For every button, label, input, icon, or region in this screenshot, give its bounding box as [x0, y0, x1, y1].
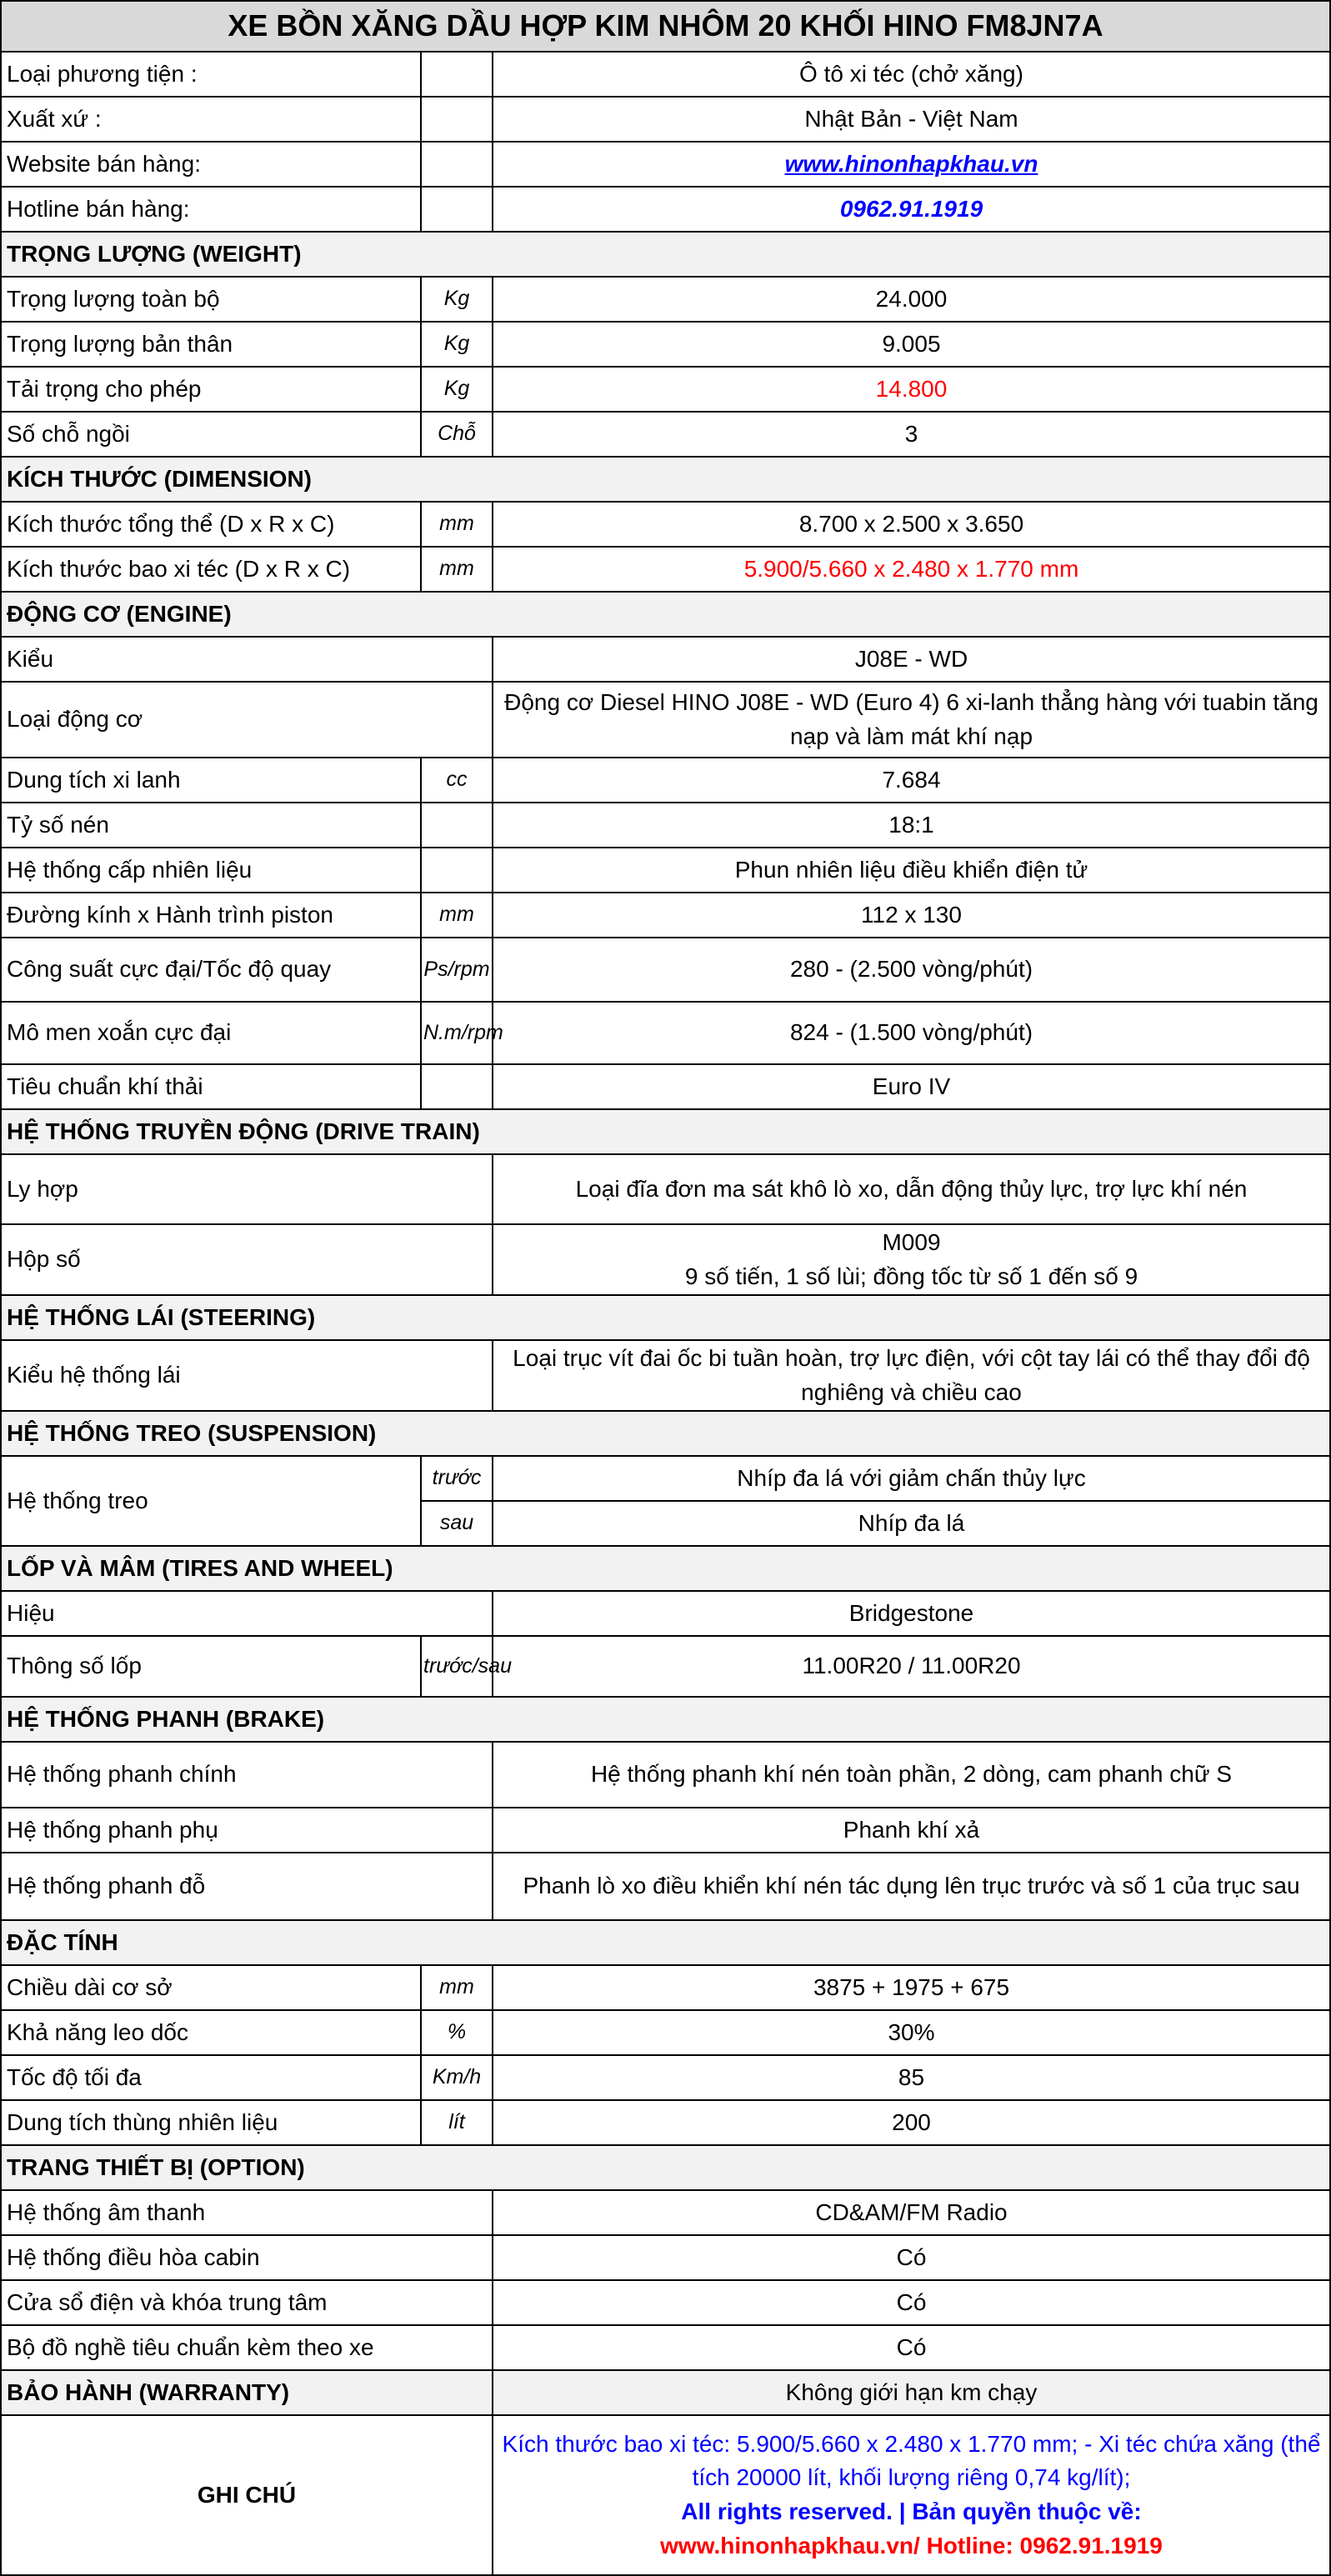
section-header: ĐẶC TÍNH	[1, 1920, 1330, 1965]
warranty-value: Không giới hạn km chạy	[493, 2370, 1330, 2415]
spec-unit: Kg	[421, 367, 493, 412]
spec-value	[493, 142, 1330, 187]
spec-label: Hệ thống cấp nhiên liệu	[1, 848, 421, 893]
note-contact: www.hinonhapkhau.vn/ Hotline: 0962.91.1919	[660, 2532, 1163, 2558]
spec-unit	[421, 803, 493, 848]
spec-row	[1, 277, 1330, 322]
spec-row	[1, 1965, 1330, 2010]
spec-value: Nhíp đa lá	[493, 1501, 1330, 1546]
spec-label: Trọng lượng toàn bộ	[1, 277, 421, 322]
spec-label: Dung tích xi lanh	[1, 758, 421, 803]
spec-unit: trước	[421, 1456, 493, 1501]
spec-label: Đường kính x Hành trình piston	[1, 893, 421, 938]
spec-label: Công suất cực đại/Tốc độ quay	[1, 938, 421, 1002]
spec-label: Tải trọng cho phép	[1, 367, 421, 412]
spec-unit: cc	[421, 758, 493, 803]
spec-value: 7.684	[493, 758, 1330, 803]
section-header-row	[1, 1546, 1330, 1591]
spec-row	[1, 1853, 1330, 1920]
spec-value: J08E - WD	[493, 637, 1330, 682]
spec-row	[1, 2010, 1330, 2055]
spec-label: Tốc độ tối đa	[1, 2055, 421, 2100]
spec-label: Ly hợp	[1, 1154, 493, 1224]
spec-unit: Chỗ	[421, 412, 493, 457]
spec-value: Ô tô xi téc (chở xăng)	[493, 52, 1330, 97]
section-header-row	[1, 457, 1330, 502]
title-row	[1, 1, 1330, 52]
spec-value: CD&AM/FM Radio	[493, 2190, 1330, 2235]
spec-value: 14.800	[493, 367, 1330, 412]
spec-label: Hiệu	[1, 1591, 493, 1636]
spec-row	[1, 893, 1330, 938]
spec-value: 30%	[493, 2010, 1330, 2055]
spec-unit: %	[421, 2010, 493, 2055]
spec-value: Nhật Bản - Việt Nam	[493, 97, 1330, 142]
spec-value: 824 - (1.500 vòng/phút)	[493, 1002, 1330, 1064]
spec-value: Có	[493, 2280, 1330, 2325]
spec-unit: trước/sau	[421, 1636, 493, 1697]
spec-value: 18:1	[493, 803, 1330, 848]
spec-value-line: M009	[882, 1228, 941, 1255]
spec-label: Trọng lượng bản thân	[1, 322, 421, 367]
spec-value: 112 x 130	[493, 893, 1330, 938]
section-header-row	[1, 2145, 1330, 2190]
page-title: XE BỒN XĂNG DẦU HỢP KIM NHÔM 20 KHỐI HINO FM8JN7A	[1, 1, 1330, 52]
spec-row	[1, 502, 1330, 547]
spec-value: 11.00R20 / 11.00R20	[493, 1636, 1330, 1697]
hotline-number: 0962.91.1919	[839, 195, 983, 222]
spec-value: Loại đĩa đơn ma sát khô lò xo, dẫn động thủy lực, trợ lực khí nén	[493, 1154, 1330, 1224]
note-copyright: All rights reserved. | Bản quyền thuộc về:	[681, 2498, 1142, 2524]
section-header: HỆ THỐNG TRUYỀN ĐỘNG (DRIVE TRAIN)	[1, 1109, 1330, 1154]
spec-unit: mm	[421, 502, 493, 547]
spec-row	[1, 1808, 1330, 1853]
spec-value: 8.700 x 2.500 x 3.650	[493, 502, 1330, 547]
note-label: GHI CHÚ	[1, 2415, 493, 2575]
spec-value: Nhíp đa lá với giảm chấn thủy lực	[493, 1456, 1330, 1501]
spec-row	[1, 2280, 1330, 2325]
warranty-row	[1, 2370, 1330, 2415]
spec-unit: mm	[421, 1965, 493, 2010]
section-header: HỆ THỐNG TREO (SUSPENSION)	[1, 1411, 1330, 1456]
spec-row	[1, 2325, 1330, 2370]
spec-label: Hệ thống phanh đỗ	[1, 1853, 493, 1920]
spec-row	[1, 758, 1330, 803]
spec-row	[1, 1154, 1330, 1224]
spec-value: Phanh lò xo điều khiển khí nén tác dụng lên trục trước và số 1 của trục sau	[493, 1853, 1330, 1920]
spec-unit: Km/h	[421, 2055, 493, 2100]
note-row	[1, 2415, 1330, 2575]
spec-label: Loại động cơ	[1, 682, 493, 758]
spec-unit: mm	[421, 547, 493, 592]
spec-unit: N.m/rpm	[421, 1002, 493, 1064]
spec-value: Phanh khí xả	[493, 1808, 1330, 1853]
spec-value	[493, 1224, 1330, 1295]
spec-label: Hotline bán hàng:	[1, 187, 421, 232]
spec-label: Số chỗ ngồi	[1, 412, 421, 457]
spec-row	[1, 322, 1330, 367]
spec-value: Bridgestone	[493, 1591, 1330, 1636]
website-link[interactable]: www.hinonhapkhau.vn	[784, 150, 1038, 177]
warranty-label: BẢO HÀNH (WARRANTY)	[1, 2370, 493, 2415]
section-header: HỆ THỐNG PHANH (BRAKE)	[1, 1697, 1330, 1742]
spec-label: Hệ thống phanh phụ	[1, 1808, 493, 1853]
spec-value-line: 9 số tiến, 1 số lùi; đồng tốc từ số 1 đến số 9	[684, 1263, 1138, 1289]
section-header-row	[1, 1920, 1330, 1965]
spec-label: Dung tích thùng nhiên liệu	[1, 2100, 421, 2145]
section-header: KÍCH THƯỚC (DIMENSION)	[1, 457, 1330, 502]
spec-label: Chiều dài cơ sở	[1, 1965, 421, 2010]
spec-label: Cửa sổ điện và khóa trung tâm	[1, 2280, 493, 2325]
spec-row	[1, 848, 1330, 893]
spec-label: Tỷ số nén	[1, 803, 421, 848]
spec-value: 280 - (2.500 vòng/phút)	[493, 938, 1330, 1002]
spec-row	[1, 1591, 1330, 1636]
note-content	[493, 2415, 1330, 2575]
spec-row	[1, 2190, 1330, 2235]
spec-unit: mm	[421, 893, 493, 938]
section-header-row	[1, 232, 1330, 277]
spec-unit: sau	[421, 1501, 493, 1546]
spec-unit	[421, 1064, 493, 1109]
spec-row	[1, 637, 1330, 682]
section-header-row	[1, 1109, 1330, 1154]
spec-label: Hệ thống âm thanh	[1, 2190, 493, 2235]
spec-unit: Ps/rpm	[421, 938, 493, 1002]
spec-value: Động cơ Diesel HINO J08E - WD (Euro 4) 6 xi-lanh thẳng hàng với tuabin tăng nạp và làm mát khí nạp	[493, 682, 1330, 758]
section-header: LỐP VÀ MÂM (TIRES AND WHEEL)	[1, 1546, 1330, 1591]
spec-row	[1, 1002, 1330, 1064]
spec-row	[1, 2100, 1330, 2145]
spec-value: Có	[493, 2325, 1330, 2370]
spec-row	[1, 367, 1330, 412]
spec-label: Website bán hàng:	[1, 142, 421, 187]
spec-label: Hệ thống treo	[1, 1456, 421, 1546]
spec-row	[1, 1340, 1330, 1411]
spec-row	[1, 1064, 1330, 1109]
spec-value: 200	[493, 2100, 1330, 2145]
spec-unit	[421, 187, 493, 232]
spec-label: Kích thước tổng thể (D x R x C)	[1, 502, 421, 547]
spec-unit	[421, 848, 493, 893]
spec-value: 9.005	[493, 322, 1330, 367]
spec-row	[1, 682, 1330, 758]
spec-label: Hệ thống điều hòa cabin	[1, 2235, 493, 2280]
spec-label: Bộ đồ nghề tiêu chuẩn kèm theo xe	[1, 2325, 493, 2370]
spec-value: 85	[493, 2055, 1330, 2100]
spec-label: Mô men xoắn cực đại	[1, 1002, 421, 1064]
section-header: HỆ THỐNG LÁI (STEERING)	[1, 1295, 1330, 1340]
section-header: TRANG THIẾT BỊ (OPTION)	[1, 2145, 1330, 2190]
spec-row	[1, 142, 1330, 187]
spec-row	[1, 938, 1330, 1002]
section-header-row	[1, 1411, 1330, 1456]
spec-row	[1, 97, 1330, 142]
spec-value: 5.900/5.660 x 2.480 x 1.770 mm	[493, 547, 1330, 592]
spec-row	[1, 52, 1330, 97]
spec-label: Kiểu hệ thống lái	[1, 1340, 493, 1411]
spec-value: Loại trục vít đai ốc bi tuần hoàn, trợ lực điện, với cột tay lái có thể thay đổi độ nghiêng và chiều cao	[493, 1340, 1330, 1411]
spec-value: Euro IV	[493, 1064, 1330, 1109]
spec-value: Hệ thống phanh khí nén toàn phần, 2 dòng, cam phanh chữ S	[493, 1742, 1330, 1808]
spec-label: Hộp số	[1, 1224, 493, 1295]
spec-unit: lít	[421, 2100, 493, 2145]
spec-row	[1, 187, 1330, 232]
section-header: TRỌNG LƯỢNG (WEIGHT)	[1, 232, 1330, 277]
section-header-row	[1, 1295, 1330, 1340]
section-header-row	[1, 592, 1330, 637]
spec-row	[1, 1742, 1330, 1808]
spec-row	[1, 2055, 1330, 2100]
spec-value: Phun nhiên liệu điều khiển điện tử	[493, 848, 1330, 893]
spec-unit: Kg	[421, 277, 493, 322]
spec-row	[1, 412, 1330, 457]
spec-row	[1, 803, 1330, 848]
spec-unit	[421, 52, 493, 97]
spec-value: 24.000	[493, 277, 1330, 322]
spec-label: Tiêu chuẩn khí thải	[1, 1064, 421, 1109]
spec-row	[1, 1224, 1330, 1295]
spec-row	[1, 547, 1330, 592]
spec-unit	[421, 97, 493, 142]
spec-label: Kiểu	[1, 637, 493, 682]
spec-label: Thông số lốp	[1, 1636, 421, 1697]
spec-unit: Kg	[421, 322, 493, 367]
spec-row	[1, 2235, 1330, 2280]
spec-label: Khả năng leo dốc	[1, 2010, 421, 2055]
spec-label: Kích thước bao xi téc (D x R x C)	[1, 547, 421, 592]
spec-label: Xuất xứ :	[1, 97, 421, 142]
section-header: ĐỘNG CƠ (ENGINE)	[1, 592, 1330, 637]
spec-label: Hệ thống phanh chính	[1, 1742, 493, 1808]
spec-value	[493, 187, 1330, 232]
spec-value: 3	[493, 412, 1330, 457]
spec-value: 3875 + 1975 + 675	[493, 1965, 1330, 2010]
section-header-row	[1, 1697, 1330, 1742]
spec-value: Có	[493, 2235, 1330, 2280]
spec-label: Loại phương tiện :	[1, 52, 421, 97]
note-text: Kích thước bao xi téc: 5.900/5.660 x 2.480 x 1.770 mm; - Xi téc chứa xăng (thể tích 20000 lít, khối lượng riêng 0,74 kg/lít);	[502, 2430, 1321, 2491]
spec-row	[1, 1456, 1330, 1501]
spec-unit	[421, 142, 493, 187]
spec-row	[1, 1636, 1330, 1697]
